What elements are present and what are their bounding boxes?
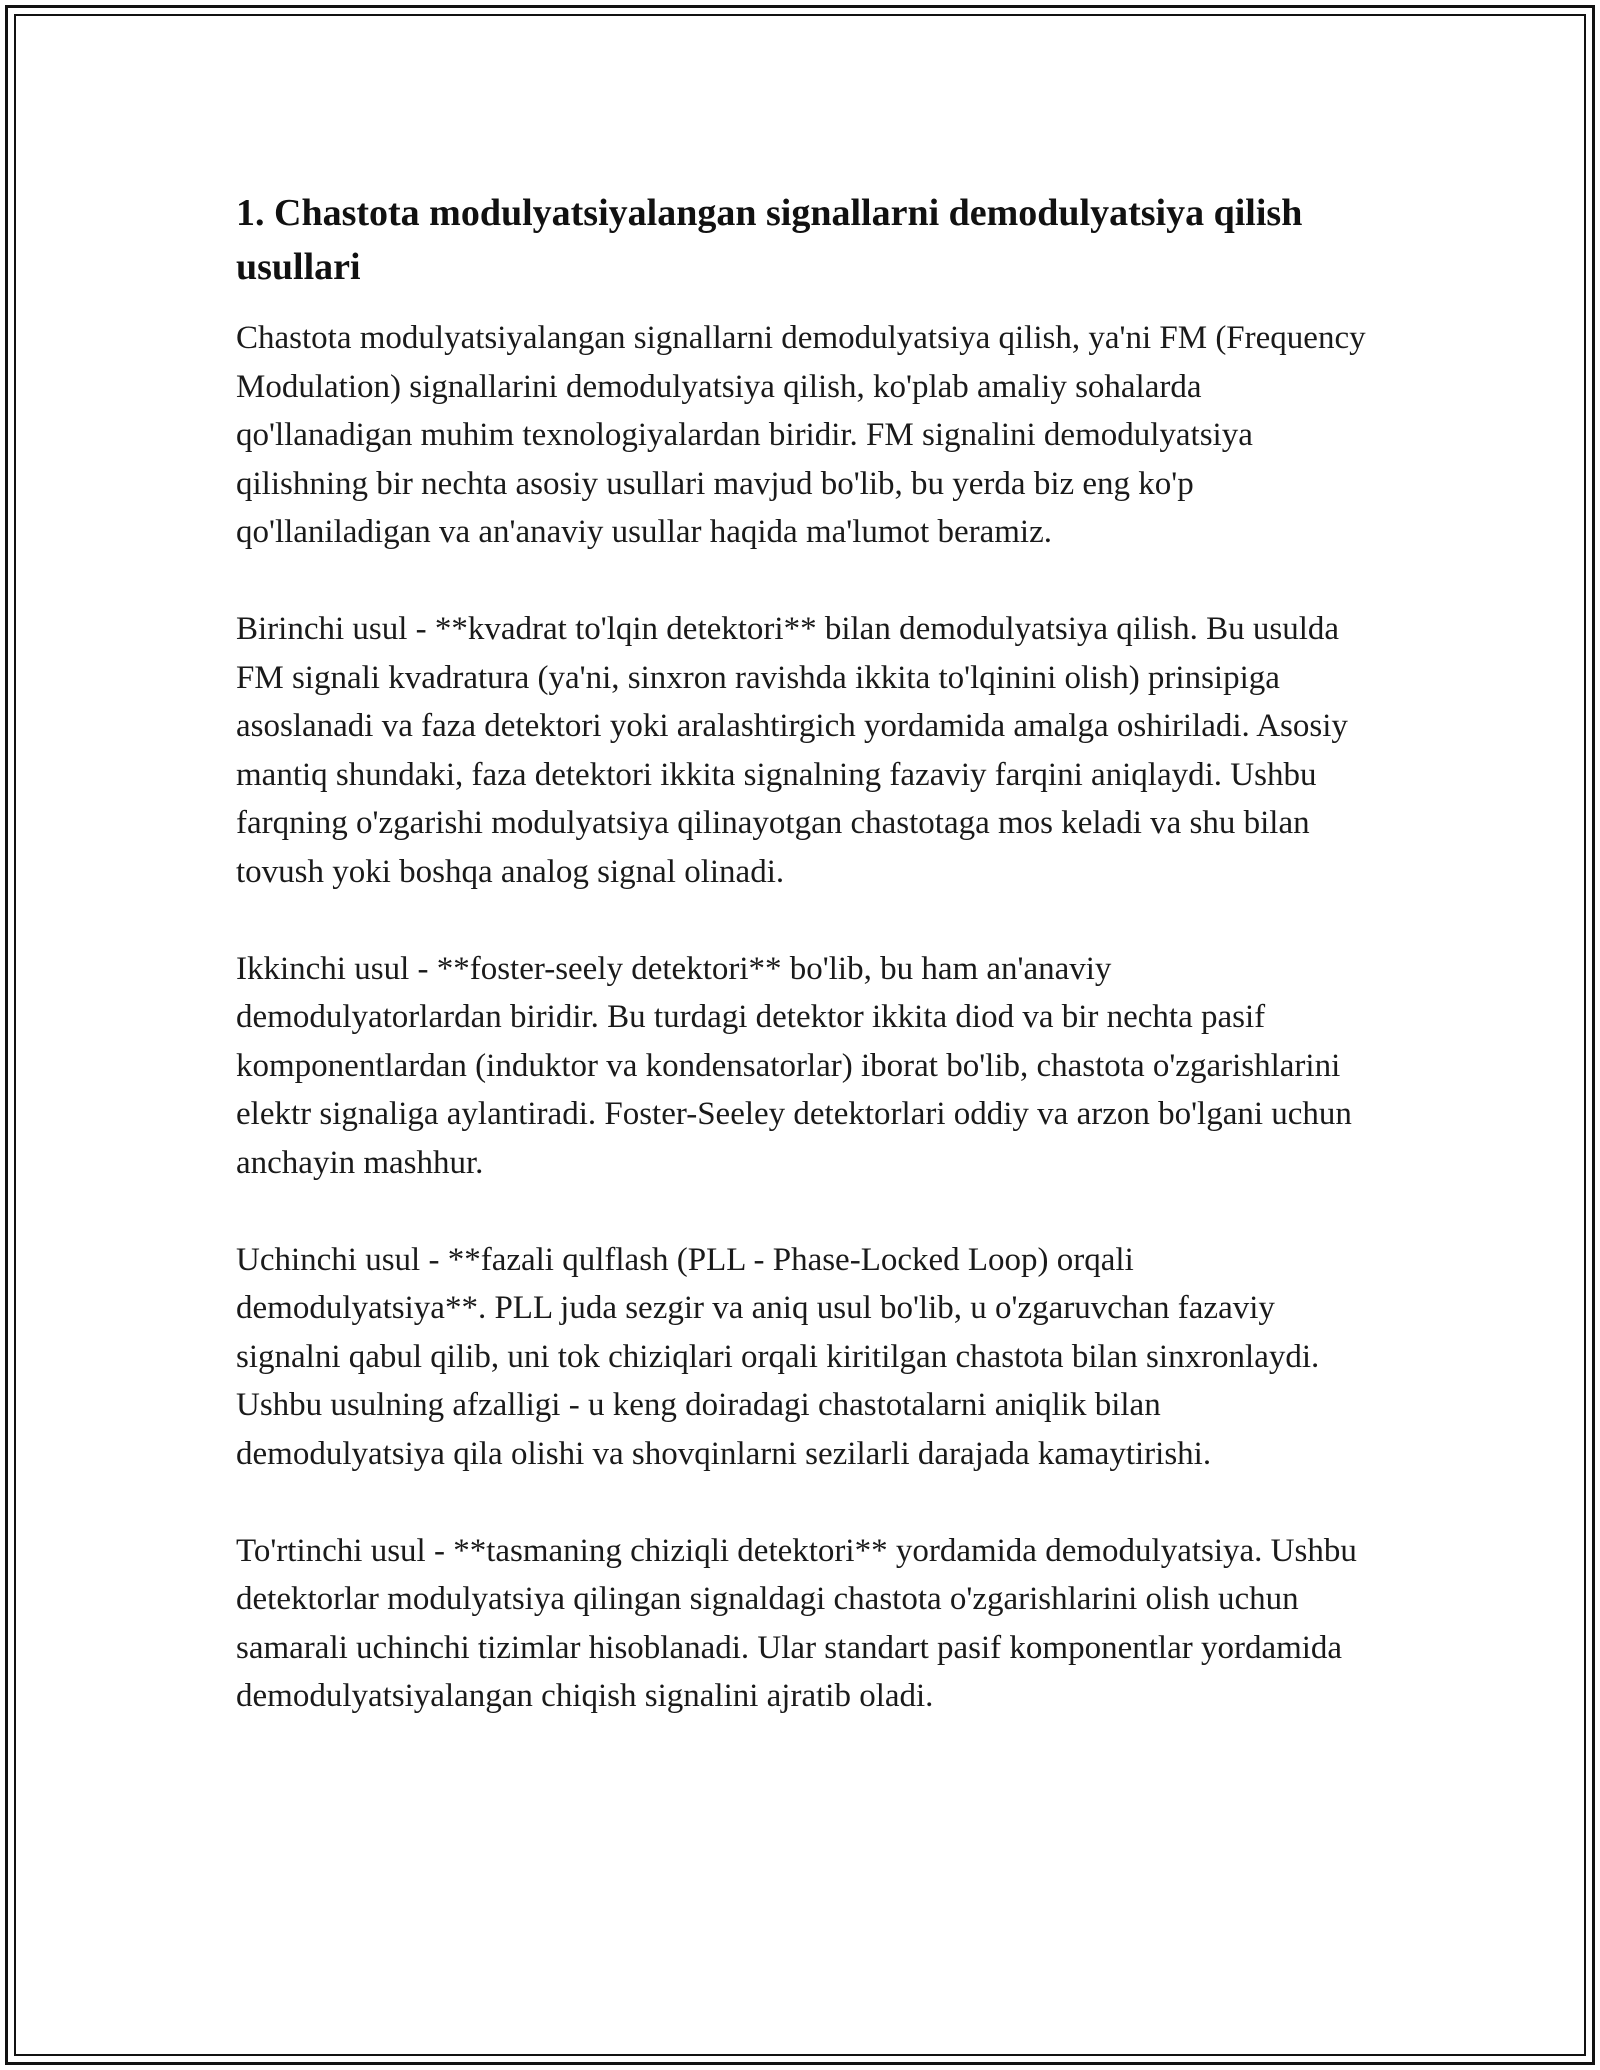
paragraph-third-method: Uchinchi usul - **fazali qulflash (PLL - Phase-Locked Loop) orqali demodulyatsiya**. PLL juda sezgir va aniq usul bo'lib, u o'zgaruvchan fazaviy signalni qabul qilib, uni tok chiziqlari orqali kiritilgan chastota bilan sinxronlaydi. Ushbu usulning afzalligi - u keng doiradagi chastotalarni aniqlik bilan demodulyatsiya qila olishi va shovqinlarni sezilarli darajada kamaytirishi. (236, 1241, 1320, 1472)
paragraph-second-method: Ikkinchi usul - **foster-seely detektori** bo'lib, bu ham an'anaviy demodulyatorlardan biridir. Bu turdagi detektor ikkita diod va bir nechta pasif komponentlardan (induktor va kondensatorlar) iborat bo'lib, chastota o'zgarishlarini elektr signaliga aylantiradi. Foster-Seeley detektorlari oddiy va arzon bo'lgani uchun anchayin mashhur. (236, 950, 1352, 1181)
document-body (236, 186, 1376, 1721)
paragraph-fourth-method: To'rtinchi usul - **tasmaning chiziqli detektori** yordamida demodulyatsiya. Ushbu detektorlar modulyatsiya qilingan signaldagi chastota o'zgarishlarini olish uchun samarali uchinchi tizimlar hisoblanadi. Ular standart pasif komponentlar yordamida demodulyatsiyalangan chiqish signalini ajratib oladi. (236, 1532, 1357, 1714)
paragraph-intro: Chastota modulyatsiyalangan signallarni demodulyatsiya qilish, ya'ni FM (Frequency Modulation) signallarini demodulyatsiya qilish, ko'plab amaliy sohalarda qo'llanadigan muhim texnologiyalardan biridir. FM signalini demodulyatsiya qilishning bir nechta asosiy usullari mavjud bo'lib, bu yerda biz eng ko'p qo'llaniladigan va an'anaviy usullar haqida ma'lumot beramiz. (236, 320, 1366, 550)
paragraph-first-method: Birinchi usul - **kvadrat to'lqin detektori** bilan demodulyatsiya qilish. Bu usulda FM signali kvadratura (ya'ni, sinxron ravishda ikkita to'lqinini olish) prinsipiga asoslanadi va faza detektori yoki aralashtirgich yordamida amalga oshiriladi. Asosiy mantiq shundaki, faza detektori ikkita signalning fazaviy farqini aniqlaydi. Ushbu farqning o'zgarishi modulyatsiya qilinayotgan chastotaga mos keladi va shu bilan tovush yoki boshqa analog signal olinadi. (236, 611, 1348, 890)
section-title: 1. Chastota modulyatsiyalangan signallarni demodulyatsiya qilish usullari (236, 192, 1303, 288)
